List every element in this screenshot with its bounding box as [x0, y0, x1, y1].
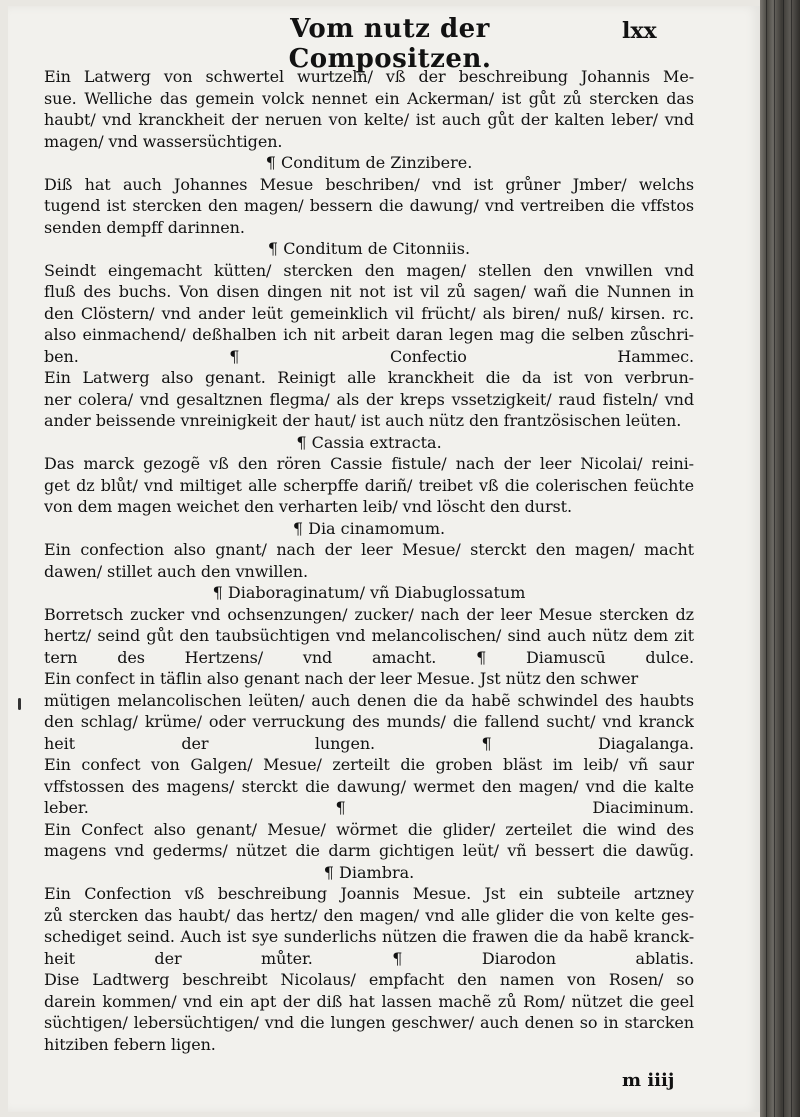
text-line: Ein confection also gnant/ nach der leer Mesue/ sterckt den magen/ macht	[44, 540, 694, 559]
section-heading: ¶ Diaboraginatum/ vñ Diabuglossatum	[212, 583, 526, 602]
text-line: ander beissende vnreinigkeit der haut/ ist auch nütz den frantzösischen leüten.	[44, 411, 682, 430]
text-line: Borretsch zucker vnd ochsenzungen/ zucker/ nach der leer Mesue stercken dz	[44, 604, 694, 624]
text-line: senden dempff darinnen.	[44, 217, 245, 237]
text-line: zů stercken das haubt/ das hertz/ den magen/ vnd alle glider die von kelte ges-	[44, 905, 694, 925]
text-line: ben. ¶ Confectio Hammec.	[44, 346, 694, 366]
section-heading: ¶ Dia cinamomum.	[292, 518, 446, 538]
signature-mark: m iiij	[622, 1070, 675, 1091]
text-line: heit der lungen. ¶ Diagalanga.	[44, 733, 694, 753]
text-line: Das marck gezogẽ vß den rören Cassie fistule/ nach der leer Nicolai/ reini-	[44, 454, 694, 473]
text-line: magens vnd gederms/ nützet die darm gichtigen leüt/ vñ bessert die dawũg.	[44, 841, 694, 860]
text-line: hertz/ seind gůt den taubsüchtigen vnd melancolischen/ sind auch nütz dem zit	[44, 626, 694, 645]
text-line: Diß hat auch Johannes Mesue beschriben/ vnd ist grůner Jmber/ welchs	[44, 174, 694, 194]
text-line: fluß des buchs. Von disen dingen nit not ist vil zů sagen/ wañ die Nunnen in	[44, 282, 694, 301]
text-line: Ein Latwerg also genant. Reinigt alle kranckheit die da ist von verbrun-	[44, 368, 694, 387]
book-edge	[760, 0, 800, 1117]
text-line: ner colera/ vnd gesaltznen flegma/ als der kreps vssetzigkeit/ raud fisteln/ vnd	[44, 389, 694, 409]
folio-number: lxx	[622, 18, 657, 44]
running-title: Vom nutz der Compositzen.	[288, 14, 492, 74]
section-heading: ¶ Cassia extracta.	[296, 432, 442, 452]
text-line: vffstossen des magens/ sterckt die dawung/ wermet den magen/ vnd die kalte	[44, 776, 694, 796]
section-heading: ¶ Conditum de Citonniis.	[267, 239, 471, 258]
text-line: tern des Hertzens/ vnd amacht. ¶ Diamuscū dulce.	[44, 647, 694, 667]
text-line: Ein Confect also genant/ Mesue/ wörmet die glider/ zerteilet die wind des	[44, 819, 694, 839]
text-line: heit der můter. ¶ Diarodon ablatis.	[44, 948, 694, 968]
text-line: Seindt eingemacht kütten/ stercken den magen/ stellen den vnwillen vnd	[44, 260, 694, 280]
edge-line	[783, 0, 784, 1117]
text-line: sue. Welliche das gemein volck nennet ein Ackerman/ ist gůt zů stercken das	[44, 88, 694, 108]
body-text	[44, 66, 694, 1055]
section-heading: ¶ Diambra.	[323, 862, 415, 882]
edge-line	[774, 0, 775, 1117]
text-line: haubt/ vnd kranckheit der neruen von kelte/ ist auch gůt der kalten leber/ vnd	[44, 110, 694, 129]
text-line: also einmachend/ deßhalben ich nit arbeit daran legen mag die selben zůschri-	[44, 325, 694, 344]
text-line: Ein Confection vß beschreibung Joannis Mesue. Jst ein subteile artzney	[44, 884, 694, 903]
text-line: den schlag/ krüme/ oder verruckung des munds/ die fallend sucht/ vnd kranck	[44, 712, 694, 731]
text-line: Dise Ladtwerg beschreibt Nicolaus/ empfacht den namen von Rosen/ so	[44, 970, 694, 989]
ink-speck	[18, 698, 21, 710]
text-line: von dem magen weichet den verharten leib/ vnd löscht den durst.	[44, 497, 572, 516]
text-line: get dz blůt/ vnd miltiget alle scherpffe dariñ/ treibet vß die colerischen feüchte	[44, 475, 694, 495]
text-line: magen/ vnd wassersüchtigen.	[44, 131, 283, 151]
text-line: darein kommen/ vnd ein apt der diß hat lassen machẽ zů Rom/ nützet die geel	[44, 991, 694, 1011]
text-line: leber. ¶ Diaciminum.	[44, 798, 694, 817]
text-line: hitziben febern ligen.	[44, 1034, 216, 1054]
text-line: Ein confect von Galgen/ Mesue/ zerteilt die groben bläst im leib/ vñ saur	[44, 755, 694, 774]
text-line: dawen/ stillet auch den vnwillen.	[44, 561, 308, 581]
text-line: süchtigen/ lebersüchtigen/ vnd die lungen geschwer/ auch denen so in starcken	[44, 1013, 694, 1032]
text-line: mütigen melancolischen leüten/ auch denen die da habẽ schwindel des haubts	[44, 690, 694, 710]
section-heading: ¶ Conditum de Zinzibere.	[265, 153, 473, 172]
text-line: den Clöstern/ vnd ander leüt gemeinklich vil frücht/ als biren/ nuß/ kirsen. rc.	[44, 303, 694, 323]
edge-line	[766, 0, 767, 1117]
text-line: Ein confect in täflin also genant nach der leer Mesue. Jst nütz den schwer	[44, 669, 639, 688]
text-line: schediget seind. Auch ist sye sunderlichs nützen die frawen die da habẽ kranck-	[44, 927, 694, 946]
text-line: Ein Latwerg von schwertel wurtzeln/ vß der beschreibung Johannis Me-	[44, 67, 694, 86]
text-line: tugend ist stercken den magen/ bessern die dawung/ vnd vertreiben die vffstos	[44, 196, 694, 215]
edge-line	[791, 0, 792, 1117]
